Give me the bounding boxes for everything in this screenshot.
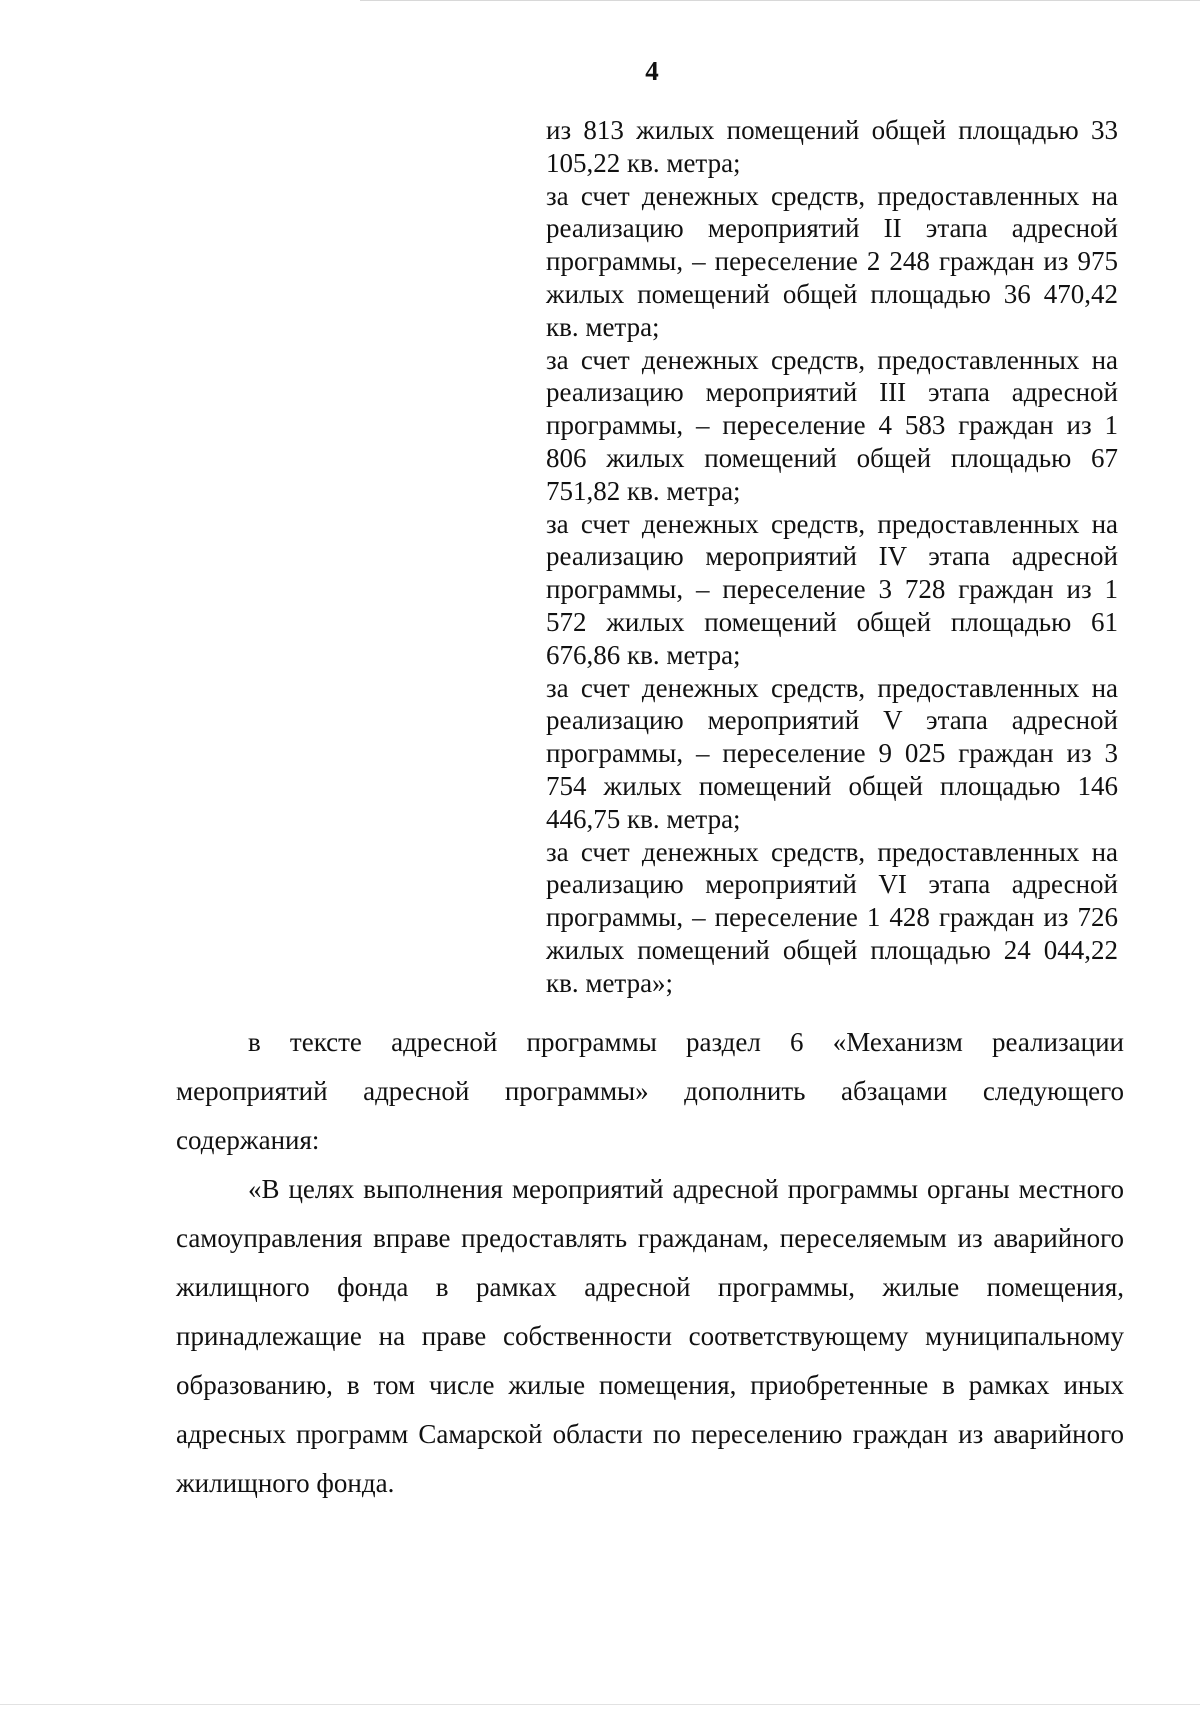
amendment-item: за счет денежных средств, предоставленных на реализацию мероприятий II этапа адресной программы, – переселение 2 248 граждан из 975 жилых помещений общей площадью 36 470,42 кв. метра;	[546, 180, 1118, 342]
body-paragraph: «В целях выполнения мероприятий адресной программы органы местного самоуправления вправе предоставлять гражданам, переселяемым из аварийного жилищного фонда в рамках адресной программы, жилые помещения, принадлежащие на праве собственности соответствующему муниципальному образованию, в том числе жилые помещения, приобретенные в рамках иных адресных программ Самарской области по переселению граждан из аварийного жилищного фонда.	[176, 1174, 1124, 1498]
amendment-item: за счет денежных средств, предоставленных на реализацию мероприятий III этапа адресной программы, – переселение 4 583 граждан из 1 806 жилых помещений общей площадью 67 751,82 кв. метра;	[546, 344, 1118, 506]
scan-edge-line-bottom	[0, 1704, 1200, 1705]
amendment-item: за счет денежных средств, предоставленных на реализацию мероприятий IV этапа адресной программы, – переселение 3 728 граждан из 1 572 жилых помещений общей площадью 61 676,86 кв. метра;	[546, 508, 1118, 670]
body-text	[176, 1018, 1124, 1508]
body-paragraph: в тексте адресной программы раздел 6 «Механизм реализации мероприятий адресной программы» дополнить абзацами следующего содержания:	[176, 1027, 1124, 1155]
page-number: 4	[645, 56, 659, 86]
amendment-list	[546, 114, 1118, 1000]
scan-edge-line-top	[360, 0, 1200, 1]
amendment-item: за счет денежных средств, предоставленных на реализацию мероприятий VI этапа адресной программы, – переселение 1 428 граждан из 726 жилых помещений общей площадью 24 044,22 кв. метра»;	[546, 836, 1118, 998]
amendment-item: за счет денежных средств, предоставленных на реализацию мероприятий V этапа адресной программы, – переселение 9 025 граждан из 3 754 жилых помещений общей площадью 146 446,75 кв. метра;	[546, 672, 1118, 834]
amendment-item: из 813 жилых помещений общей площадью 33 105,22 кв. метра;	[546, 115, 1118, 178]
